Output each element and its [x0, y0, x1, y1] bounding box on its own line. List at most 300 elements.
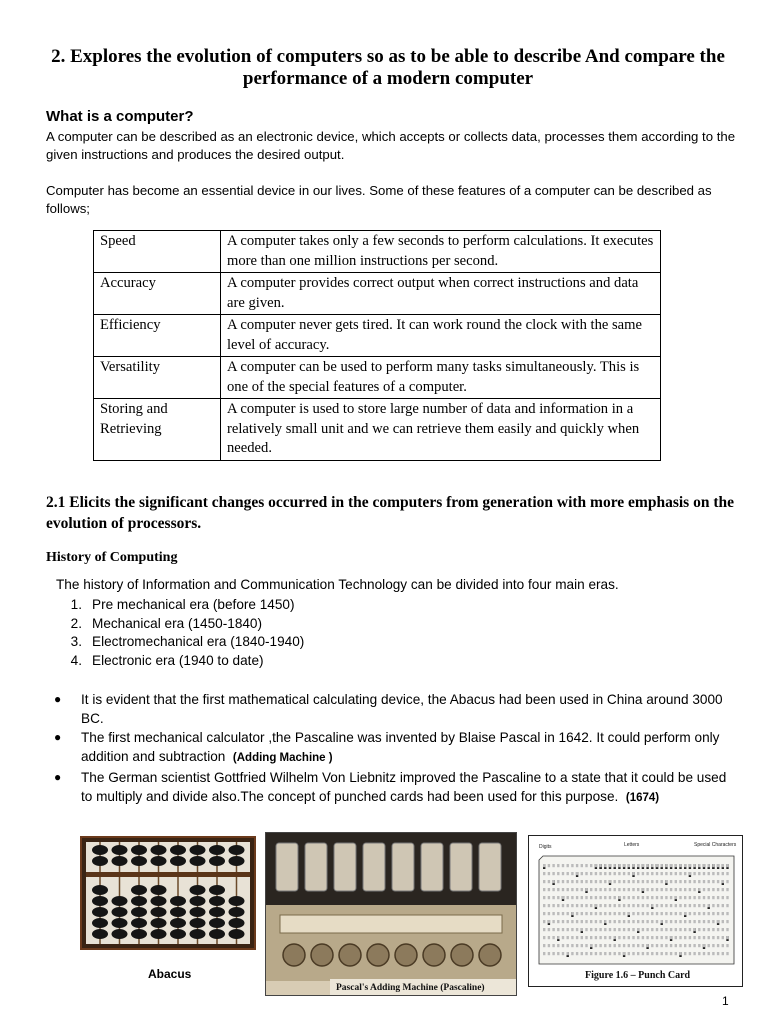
punch-slot	[604, 936, 606, 939]
punch-slot	[604, 888, 606, 891]
punch-slot	[679, 928, 681, 931]
history-bullets	[54, 690, 734, 808]
punch-slot	[651, 912, 653, 915]
punch-slot	[722, 896, 724, 899]
what-is-heading: What is a computer?	[46, 108, 194, 125]
punch-slot	[585, 872, 587, 875]
punch-slot	[628, 904, 630, 907]
punch-slot	[712, 864, 714, 867]
punch-slot	[604, 872, 606, 875]
punch-slot	[581, 880, 583, 883]
punch-slot	[614, 864, 616, 867]
punch-slot	[684, 936, 686, 939]
punch-slot	[581, 896, 583, 899]
punch-slot	[557, 872, 559, 875]
bullet-note: (1674)	[625, 792, 660, 804]
punch-slot	[623, 880, 625, 883]
table-row	[94, 399, 661, 461]
punch-slot	[599, 888, 601, 891]
punch-slot	[595, 872, 597, 875]
punch-slot	[595, 888, 597, 891]
punch-slot	[637, 928, 639, 931]
punch-slot	[581, 952, 583, 955]
abacus-bead	[229, 856, 245, 866]
punch-slot	[670, 864, 672, 867]
punch-slot	[703, 888, 705, 891]
punch-slot	[614, 928, 616, 931]
punch-slot	[703, 952, 705, 955]
punch-slot	[562, 944, 564, 947]
punch-slot	[614, 952, 616, 955]
punch-slot	[708, 936, 710, 939]
punch-slot	[717, 952, 719, 955]
punch-slot	[599, 880, 601, 883]
punch-slot	[581, 936, 583, 939]
punch-slot	[567, 920, 569, 923]
punch-slot	[651, 944, 653, 947]
punch-slot	[614, 904, 616, 907]
punch-slot	[552, 872, 554, 875]
abacus-bead	[209, 885, 225, 895]
punch-slot	[576, 928, 578, 931]
punch-slot	[642, 880, 644, 883]
punch-slot	[722, 920, 724, 923]
punch-slot	[693, 928, 695, 931]
punch-slot	[604, 944, 606, 947]
punch-slot	[642, 864, 644, 867]
abacus-bead	[229, 845, 245, 855]
abacus-bead	[92, 896, 108, 906]
abacus-bead	[131, 856, 147, 866]
punch-slot	[590, 904, 592, 907]
punch-slot	[698, 888, 700, 891]
punch-slot	[543, 936, 545, 939]
punch-slot	[665, 896, 667, 899]
punch-slot	[637, 872, 639, 875]
pascaline-digit-wheel	[363, 843, 385, 891]
punch-slot	[717, 896, 719, 899]
punch-slot	[604, 864, 606, 867]
abacus-bead	[190, 845, 206, 855]
punch-slot	[698, 872, 700, 875]
punch-slot	[656, 952, 658, 955]
punch-slot	[693, 888, 695, 891]
punch-slot	[689, 912, 691, 915]
punch-slot	[590, 952, 592, 955]
punch-slot	[599, 912, 601, 915]
punch-slot	[670, 928, 672, 931]
eras-list	[68, 596, 304, 671]
page-number: 1	[722, 994, 729, 1008]
punch-slot	[576, 864, 578, 867]
punch-slot	[571, 920, 573, 923]
punch-slot	[618, 952, 620, 955]
punch-slot	[599, 952, 601, 955]
punch-slot	[656, 888, 658, 891]
punch-slot	[576, 920, 578, 923]
punch-card-caption: Figure 1.6 – Punch Card	[585, 970, 691, 981]
punch-slot	[595, 896, 597, 899]
punch-slot	[637, 944, 639, 947]
punch-slot	[590, 944, 592, 947]
punch-slot	[698, 928, 700, 931]
feature-name: Efficiency	[94, 315, 221, 357]
punch-slot	[609, 904, 611, 907]
punch-slot	[693, 952, 695, 955]
punch-slot	[632, 928, 634, 931]
punch-slot	[552, 944, 554, 947]
punch-slot	[548, 944, 550, 947]
punch-card-drawing	[529, 836, 742, 986]
abacus-bead	[209, 929, 225, 939]
punch-slot	[552, 888, 554, 891]
punch-slot	[590, 912, 592, 915]
punch-slot	[661, 904, 663, 907]
punch-slot	[703, 928, 705, 931]
punch-slot	[567, 936, 569, 939]
punch-slot	[548, 888, 550, 891]
punch-slot	[562, 872, 564, 875]
punch-slot	[712, 872, 714, 875]
punch-slot	[684, 952, 686, 955]
punch-slot	[646, 864, 648, 867]
punch-slot	[675, 952, 677, 955]
punch-slot	[712, 912, 714, 915]
punch-slot	[585, 864, 587, 867]
punch-slot	[717, 864, 719, 867]
punch-slot	[646, 936, 648, 939]
punch-slot	[656, 944, 658, 947]
punch-slot	[642, 952, 644, 955]
punch-slot	[581, 928, 583, 931]
punch-slot	[543, 952, 545, 955]
punch-slot	[637, 864, 639, 867]
punch-slot	[651, 896, 653, 899]
punch-slot	[693, 912, 695, 915]
abacus-bead	[131, 845, 147, 855]
punch-slot	[567, 888, 569, 891]
punch-slot	[576, 944, 578, 947]
features-table	[93, 230, 661, 461]
punch-slot	[665, 944, 667, 947]
bullet-text: It is evident that the first mathematical calculating device, the Abacus had been used in China around 3000 BC.	[81, 692, 723, 726]
punch-slot	[552, 920, 554, 923]
list-number: 3.	[70, 634, 82, 650]
punch-slot	[637, 896, 639, 899]
abacus-bead	[112, 845, 128, 855]
pascaline-dial	[395, 944, 417, 966]
punch-slot	[642, 928, 644, 931]
punch-slot	[604, 928, 606, 931]
punch-slot	[675, 920, 677, 923]
history-heading: History of Computing	[46, 550, 178, 565]
punch-slot	[623, 896, 625, 899]
punch-slot	[708, 896, 710, 899]
abacus-bead	[170, 896, 186, 906]
punch-slot	[675, 904, 677, 907]
punch-slot	[646, 888, 648, 891]
punch-slot	[689, 936, 691, 939]
punch-slot	[693, 936, 695, 939]
punch-slot	[581, 864, 583, 867]
abacus-bead	[92, 907, 108, 917]
punch-slot	[623, 904, 625, 907]
punch-slot	[623, 952, 625, 955]
punch-slot	[567, 880, 569, 883]
punch-slot	[567, 952, 569, 955]
punch-slot	[548, 912, 550, 915]
punch-slot	[614, 912, 616, 915]
list-number: 2.	[70, 615, 82, 631]
punch-slot	[651, 952, 653, 955]
punch-slot	[656, 936, 658, 939]
punch-slot	[703, 864, 705, 867]
punch-slot	[562, 888, 564, 891]
punch-slot	[632, 944, 634, 947]
punch-slot	[571, 872, 573, 875]
punch-slot	[693, 864, 695, 867]
era-text: Pre mechanical era (before 1450)	[92, 597, 295, 612]
punch-slot	[628, 952, 630, 955]
punch-slot	[661, 880, 663, 883]
punch-slot	[717, 920, 719, 923]
punch-slot	[609, 864, 611, 867]
punch-slot	[637, 936, 639, 939]
punch-slot	[562, 864, 564, 867]
punch-slot	[604, 896, 606, 899]
punch-slot	[552, 936, 554, 939]
punch-slot	[543, 896, 545, 899]
punch-slot	[693, 920, 695, 923]
punch-slot	[689, 880, 691, 883]
punch-slot	[618, 872, 620, 875]
punch-slot	[557, 864, 559, 867]
punch-slot	[670, 952, 672, 955]
pascaline-digit-wheel	[450, 843, 472, 891]
punch-slot	[665, 920, 667, 923]
abacus-drawing	[82, 838, 254, 948]
punch-slot	[567, 944, 569, 947]
punch-slot	[581, 872, 583, 875]
bullet-icon: ●	[54, 692, 62, 706]
punch-slot	[665, 904, 667, 907]
punch-slot	[567, 872, 569, 875]
punch-slot	[590, 920, 592, 923]
punch-slot	[712, 936, 714, 939]
punch-slot	[712, 920, 714, 923]
list-item	[54, 690, 734, 728]
punch-slot	[637, 904, 639, 907]
punch-slot	[604, 920, 606, 923]
punch-slot	[670, 920, 672, 923]
punch-slot	[665, 872, 667, 875]
punch-slot	[656, 920, 658, 923]
punch-slot	[708, 912, 710, 915]
punch-slot	[557, 928, 559, 931]
pascaline-dial	[283, 944, 305, 966]
punch-slot	[543, 904, 545, 907]
punch-slot	[656, 904, 658, 907]
punch-slot	[651, 888, 653, 891]
punch-slot	[646, 912, 648, 915]
punch-slot	[628, 872, 630, 875]
abacus-bead	[151, 929, 167, 939]
punch-slot	[693, 896, 695, 899]
abacus-bead	[92, 929, 108, 939]
punch-slot	[557, 944, 559, 947]
punch-slot	[552, 904, 554, 907]
punch-slot	[665, 928, 667, 931]
era-text: Electromechanical era (1840-1940)	[92, 634, 305, 650]
punch-slot	[614, 920, 616, 923]
punch-slot	[679, 864, 681, 867]
punch-slot	[722, 872, 724, 875]
punch-slot	[656, 880, 658, 883]
punch-slot	[604, 912, 606, 915]
punch-slot	[623, 888, 625, 891]
punch-slot	[642, 896, 644, 899]
punch-slot	[548, 896, 550, 899]
punch-slot	[712, 880, 714, 883]
punch-slot	[590, 880, 592, 883]
punch-slot	[595, 928, 597, 931]
punch-slot	[717, 944, 719, 947]
punch-slot	[595, 904, 597, 907]
list-number: 4.	[70, 653, 82, 669]
punch-slot	[599, 944, 601, 947]
punch-slot	[703, 872, 705, 875]
punch-slot	[712, 896, 714, 899]
punch-slot	[670, 888, 672, 891]
section-2-1-heading: 2.1 Elicits the significant changes occurred in the computers from generation with more emphasis on the evolution of processors.	[46, 494, 734, 532]
punch-slot	[642, 888, 644, 891]
punch-slot	[708, 880, 710, 883]
punch-slot	[661, 920, 663, 923]
abacus-bead	[92, 845, 108, 855]
punch-slot	[548, 920, 550, 923]
punch-slot	[661, 888, 663, 891]
punch-slot	[726, 920, 728, 923]
punch-slot	[585, 944, 587, 947]
punch-slot	[552, 952, 554, 955]
punch-slot	[656, 872, 658, 875]
abacus-bead	[190, 929, 206, 939]
table-row	[94, 231, 661, 273]
punch-slot	[726, 880, 728, 883]
punch-slot	[661, 928, 663, 931]
punch-slot	[599, 864, 601, 867]
abacus-bead	[209, 856, 225, 866]
punch-slot	[703, 904, 705, 907]
punch-slot	[684, 864, 686, 867]
abacus-bead	[229, 896, 245, 906]
punch-slot	[665, 864, 667, 867]
punch-slot	[679, 904, 681, 907]
era-text: Mechanical era (1450-1840)	[92, 615, 263, 631]
punch-slot	[679, 888, 681, 891]
punch-slot	[618, 920, 620, 923]
punch-slot	[661, 912, 663, 915]
punch-slot	[717, 912, 719, 915]
punch-slot	[670, 944, 672, 947]
punch-slot	[656, 864, 658, 867]
punch-slot	[679, 920, 681, 923]
punch-slot	[679, 896, 681, 899]
punch-slot	[637, 880, 639, 883]
punch-slot	[679, 872, 681, 875]
punch-slot	[698, 920, 700, 923]
punch-slot	[670, 904, 672, 907]
punch-slot	[595, 880, 597, 883]
punch-slot	[646, 952, 648, 955]
punch-slot	[543, 912, 545, 915]
punch-slot	[614, 880, 616, 883]
punch-slot	[595, 944, 597, 947]
punch-slot	[708, 944, 710, 947]
punch-slot	[562, 936, 564, 939]
punch-slot	[693, 904, 695, 907]
feature-name: Versatility	[94, 357, 221, 399]
punch-slot	[618, 912, 620, 915]
punch-slot	[585, 904, 587, 907]
abacus-bead	[190, 918, 206, 928]
punch-slot	[543, 944, 545, 947]
punch-slot	[670, 872, 672, 875]
punch-slot	[693, 880, 695, 883]
punch-slot	[567, 912, 569, 915]
punch-slot	[623, 920, 625, 923]
feature-description: A computer provides correct output when correct instructions and data are given.	[221, 273, 661, 315]
pascaline-dial	[311, 944, 333, 966]
punch-slot	[684, 888, 686, 891]
punch-slot	[548, 936, 550, 939]
abacus-bead	[131, 896, 147, 906]
abacus-bead	[131, 907, 147, 917]
punch-slot	[712, 952, 714, 955]
abacus-bead	[151, 856, 167, 866]
punch-slot	[722, 928, 724, 931]
punch-slot	[552, 928, 554, 931]
punch-slot	[661, 896, 663, 899]
list-item	[68, 596, 304, 615]
punch-slot	[609, 896, 611, 899]
punch-slot	[651, 904, 653, 907]
punch-slot	[665, 912, 667, 915]
punch-slot	[604, 904, 606, 907]
punch-slot	[708, 928, 710, 931]
punch-slot	[656, 928, 658, 931]
punch-slot	[670, 912, 672, 915]
punch-slot	[675, 888, 677, 891]
punch-slot	[628, 912, 630, 915]
punch-slot	[646, 880, 648, 883]
punch-slot	[571, 952, 573, 955]
punch-slot	[722, 888, 724, 891]
punch-slot	[585, 936, 587, 939]
punch-slot	[646, 944, 648, 947]
punch-slot	[698, 904, 700, 907]
punch-slot	[552, 912, 554, 915]
punch-slot	[708, 888, 710, 891]
punch-slot	[689, 872, 691, 875]
punch-slot	[698, 864, 700, 867]
punch-slot	[693, 872, 695, 875]
punch-slot	[679, 880, 681, 883]
punch-slot	[698, 936, 700, 939]
abacus-bead	[209, 845, 225, 855]
features-intro-paragraph: Computer has become an essential device in our lives. Some of these features of a computer can be described as follows;	[46, 183, 712, 216]
feature-description: A computer can be used to perform many tasks simultaneously. This is one of the special features of a computer.	[221, 357, 661, 399]
